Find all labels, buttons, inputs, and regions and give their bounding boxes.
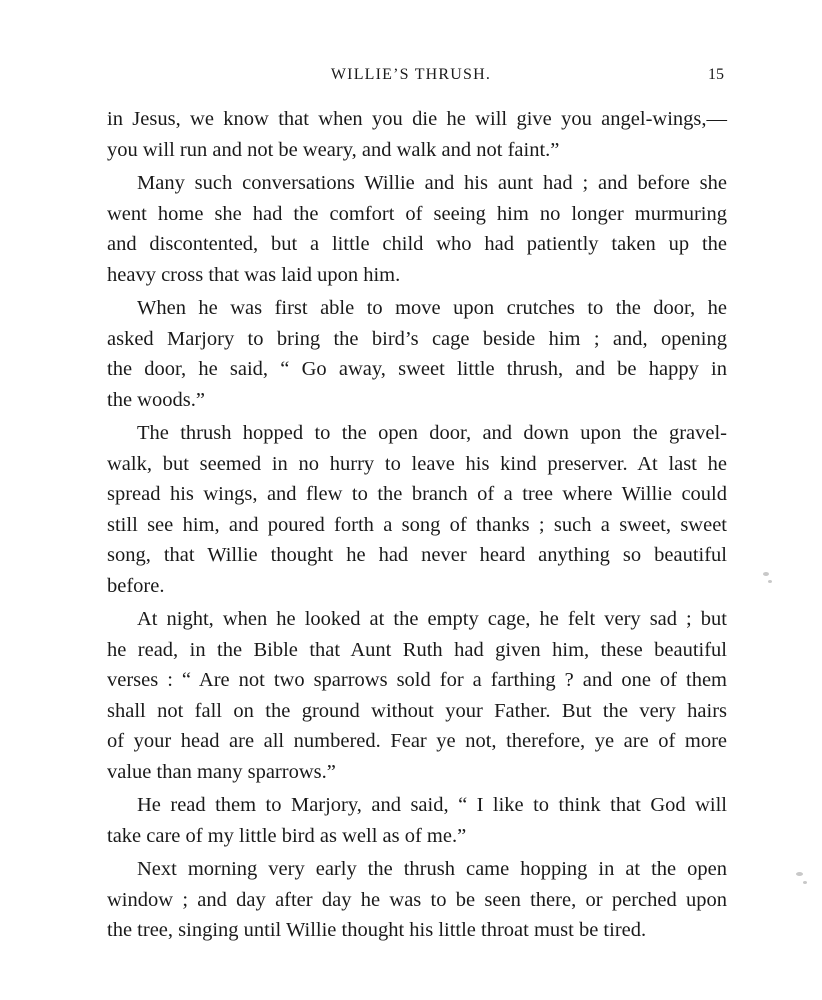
text-line: you will run and not be weary, and walk and not faint.”	[107, 138, 560, 161]
text-line: window ; and day after day he was to be seen there, or perched upon	[107, 888, 727, 911]
scan-speck	[796, 872, 803, 876]
text-line: value than many sparrows.”	[107, 760, 336, 783]
text-line: asked Marjory to bring the bird’s cage beside him ; and, opening	[107, 327, 727, 350]
text-line: take care of my little bird as well as of me.”	[107, 824, 467, 847]
text-line: Many such conversations Willie and his aunt had ; and before she	[137, 172, 727, 194]
running-head	[0, 64, 822, 86]
text-line: When he was first able to move upon crutches to the door, he	[137, 297, 727, 319]
paragraph	[77, 293, 727, 415]
text-line: the door, he said, “ Go away, sweet little thrush, and be happy in	[107, 358, 727, 380]
text-line: of your head are all numbered. Fear ye not, therefore, ye are of more	[107, 730, 727, 752]
text-line: song, that Willie thought he had never heard anything so beautiful	[107, 544, 727, 566]
text-line: and discontented, but a little child who had patiently taken up the	[107, 233, 727, 255]
text-line: in Jesus, we know that when you die he will give you angel-wings,—	[107, 108, 727, 130]
running-title: WILLIE’S THRUSH.	[330, 66, 492, 83]
text-line: the woods.”	[107, 388, 205, 411]
scan-speck	[768, 580, 772, 583]
paragraph	[77, 854, 727, 946]
paragraph	[77, 418, 727, 601]
text-line: At night, when he looked at the empty cage, he felt very sad ; but	[137, 608, 727, 630]
scan-speck	[763, 572, 769, 576]
text-line: he read, in the Bible that Aunt Ruth had given him, these beautiful	[107, 638, 727, 661]
page-number: 15	[708, 66, 724, 83]
paragraph	[77, 168, 727, 290]
paragraph	[77, 790, 727, 851]
text-line: He read them to Marjory, and said, “ I like to think that God will	[137, 794, 727, 816]
text-line: The thrush hopped to the open door, and down upon the gravel-	[137, 422, 727, 444]
text-line: before.	[107, 574, 165, 597]
body-text	[77, 104, 727, 949]
text-line: spread his wings, and flew to the branch of a tree where Willie could	[107, 483, 727, 505]
text-line: shall not fall on the ground without your Father. But the very hairs	[107, 699, 727, 722]
scan-speck	[803, 881, 807, 884]
paragraph	[77, 104, 727, 165]
paragraph	[77, 604, 727, 787]
text-line: the tree, singing until Willie thought his little throat must be tired.	[107, 919, 647, 941]
text-line: Next morning very early the thrush came hopping in at the open	[137, 858, 727, 880]
text-line: walk, but seemed in no hurry to leave his kind preserver. At last he	[107, 452, 727, 475]
text-line: went home she had the comfort of seeing him no longer murmuring	[107, 202, 727, 225]
text-line: verses : “ Are not two sparrows sold for a farthing ? and one of them	[107, 669, 727, 691]
text-line: still see him, and poured forth a song of thanks ; such a sweet, sweet	[107, 513, 727, 536]
text-line: heavy cross that was laid upon him.	[107, 263, 401, 286]
